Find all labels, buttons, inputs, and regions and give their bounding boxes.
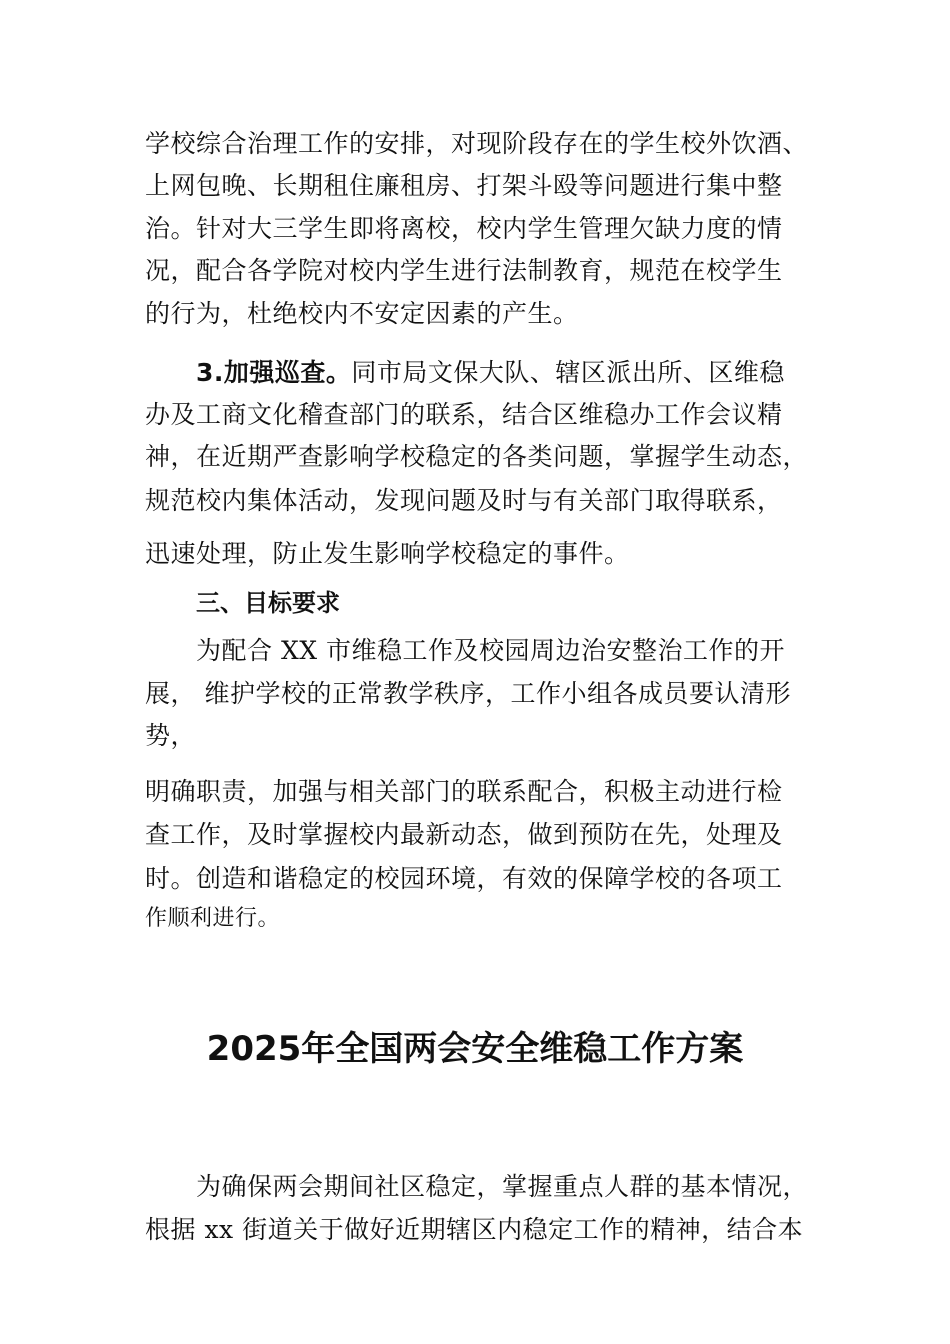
paragraph-line: 为确保两会期间社区稳定，掌握重点人群的基本情况， bbox=[196, 1172, 809, 1201]
document-title: 2025年全国两会安全维稳工作方案 bbox=[206, 1029, 744, 1069]
paragraph-line: 明确职责，加强与相关部门的联系配合，积极主动进行检 bbox=[145, 777, 783, 806]
paragraph-line: 为配合 XX 市维稳工作及校园周边治安整治工作的开 bbox=[196, 636, 785, 665]
paragraph-line: 学校综合治理工作的安排，对现阶段存在的学生校外饮酒、 bbox=[145, 129, 809, 158]
paragraph-line: 作顺利进行。 bbox=[145, 906, 281, 931]
paragraph-line: 况，配合各学院对校内学生进行法制教育，规范在校学生 bbox=[145, 256, 783, 285]
paragraph-line: 展， 维护学校的正常教学秩序，工作小组各成员要认清形 bbox=[145, 679, 791, 708]
paragraph-line: 神，在近期严查影响学校稳定的各类问题，掌握学生动态， bbox=[145, 442, 809, 471]
paragraph-line: 势， bbox=[145, 721, 197, 750]
paragraph-line: 迅速处理，防止发生影响学校稳定的事件。 bbox=[145, 539, 630, 568]
paragraph-text: 同市局文保大队、辖区派出所、区维稳 bbox=[351, 358, 785, 387]
paragraph-first-line bbox=[196, 356, 785, 390]
paragraph-line: 办及工商文化稽查部门的联系，结合区维稳办工作会议精 bbox=[145, 400, 783, 429]
paragraph-line: 的行为，杜绝校内不安定因素的产生。 bbox=[145, 299, 579, 328]
section-heading: 三、目标要求 bbox=[196, 589, 340, 617]
paragraph-lead: 3.加强巡查。 bbox=[196, 358, 352, 387]
paragraph-line: 查工作，及时掌握校内最新动态，做到预防在先，处理及 bbox=[145, 820, 783, 849]
paragraph-line: 治。针对大三学生即将离校，校内学生管理欠缺力度的情 bbox=[145, 214, 783, 243]
paragraph-line: 时。创造和谐稳定的校园环境，有效的保障学校的各项工 bbox=[145, 864, 783, 893]
paragraph-line: 规范校内集体活动，发现问题及时与有关部门取得联系， bbox=[145, 486, 783, 515]
paragraph-line: 上网包晚、长期租住廉租房、打架斗殴等问题进行集中整 bbox=[145, 171, 783, 200]
paragraph-line: 根据 xx 街道关于做好近期辖区内稳定工作的精神，结合本 bbox=[145, 1215, 804, 1244]
